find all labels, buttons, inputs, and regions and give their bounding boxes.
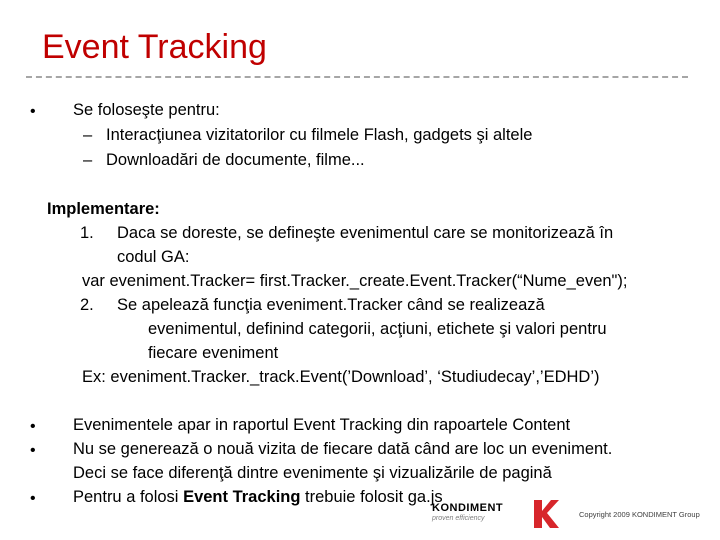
dash-icon: – <box>83 151 93 169</box>
logo-wordmark: KONDIMENT <box>432 502 504 514</box>
intro-bullet-text: Se foloseşte pentru: <box>73 101 220 119</box>
bullet-icon: • <box>30 418 36 435</box>
bullet-icon: • <box>30 442 36 459</box>
code-snippet-create: var eveniment.Tracker= first.Tracker._create.Event.Tracker(“Nume_even"); <box>82 272 628 290</box>
step2-text-continued: fiecare eveniment <box>148 344 279 362</box>
step-number: 1. <box>80 224 94 242</box>
intro-sub-item: Downloadări de documente, filme... <box>106 151 365 169</box>
note-text-continued: Deci se face diferenţă dintre evenimente şi vizualizările de pagină <box>73 464 552 482</box>
bullet-icon: • <box>30 490 36 507</box>
note-text: Pentru a folosi Event Tracking trebuie folosit ga.js <box>73 488 443 506</box>
company-logo <box>432 502 562 530</box>
note-text: Nu se generează o nouă vizita de fiecare dată când are loc un eveniment. <box>73 440 613 458</box>
note-text: Evenimentele apar in raportul Event Tracking din rapoartele Content <box>73 416 571 434</box>
copyright-notice: Copyright 2009 KONDIMENT Group <box>579 510 700 519</box>
intro-sub-item: Interacţiunea vizitatorilor cu filmele Flash, gadgets şi altele <box>106 126 533 144</box>
dash-icon: – <box>83 126 93 144</box>
step1-text: Daca se doreste, se defineşte evenimentul care se monitorizează în <box>117 224 614 242</box>
step2-text-continued: evenimentul, definind categorii, acţiuni, etichete şi valori pentru <box>148 320 607 338</box>
slide-title: Event Tracking <box>42 28 267 66</box>
kondiment-k-logo-icon <box>532 499 560 529</box>
bullet-icon: • <box>30 103 36 120</box>
logo-tagline: proven efficiency <box>432 515 485 522</box>
step1-text-continued: codul GA: <box>117 248 190 266</box>
step-number: 2. <box>80 296 94 314</box>
implementation-heading: Implementare: <box>47 200 160 218</box>
step2-text: Se apelează funcţia eveniment.Tracker când se realizează <box>117 296 545 314</box>
code-snippet-example: Ex: eveniment.Tracker._track.Event(’Download’, ‘Studiudecay’,’EDHD’) <box>82 368 600 386</box>
